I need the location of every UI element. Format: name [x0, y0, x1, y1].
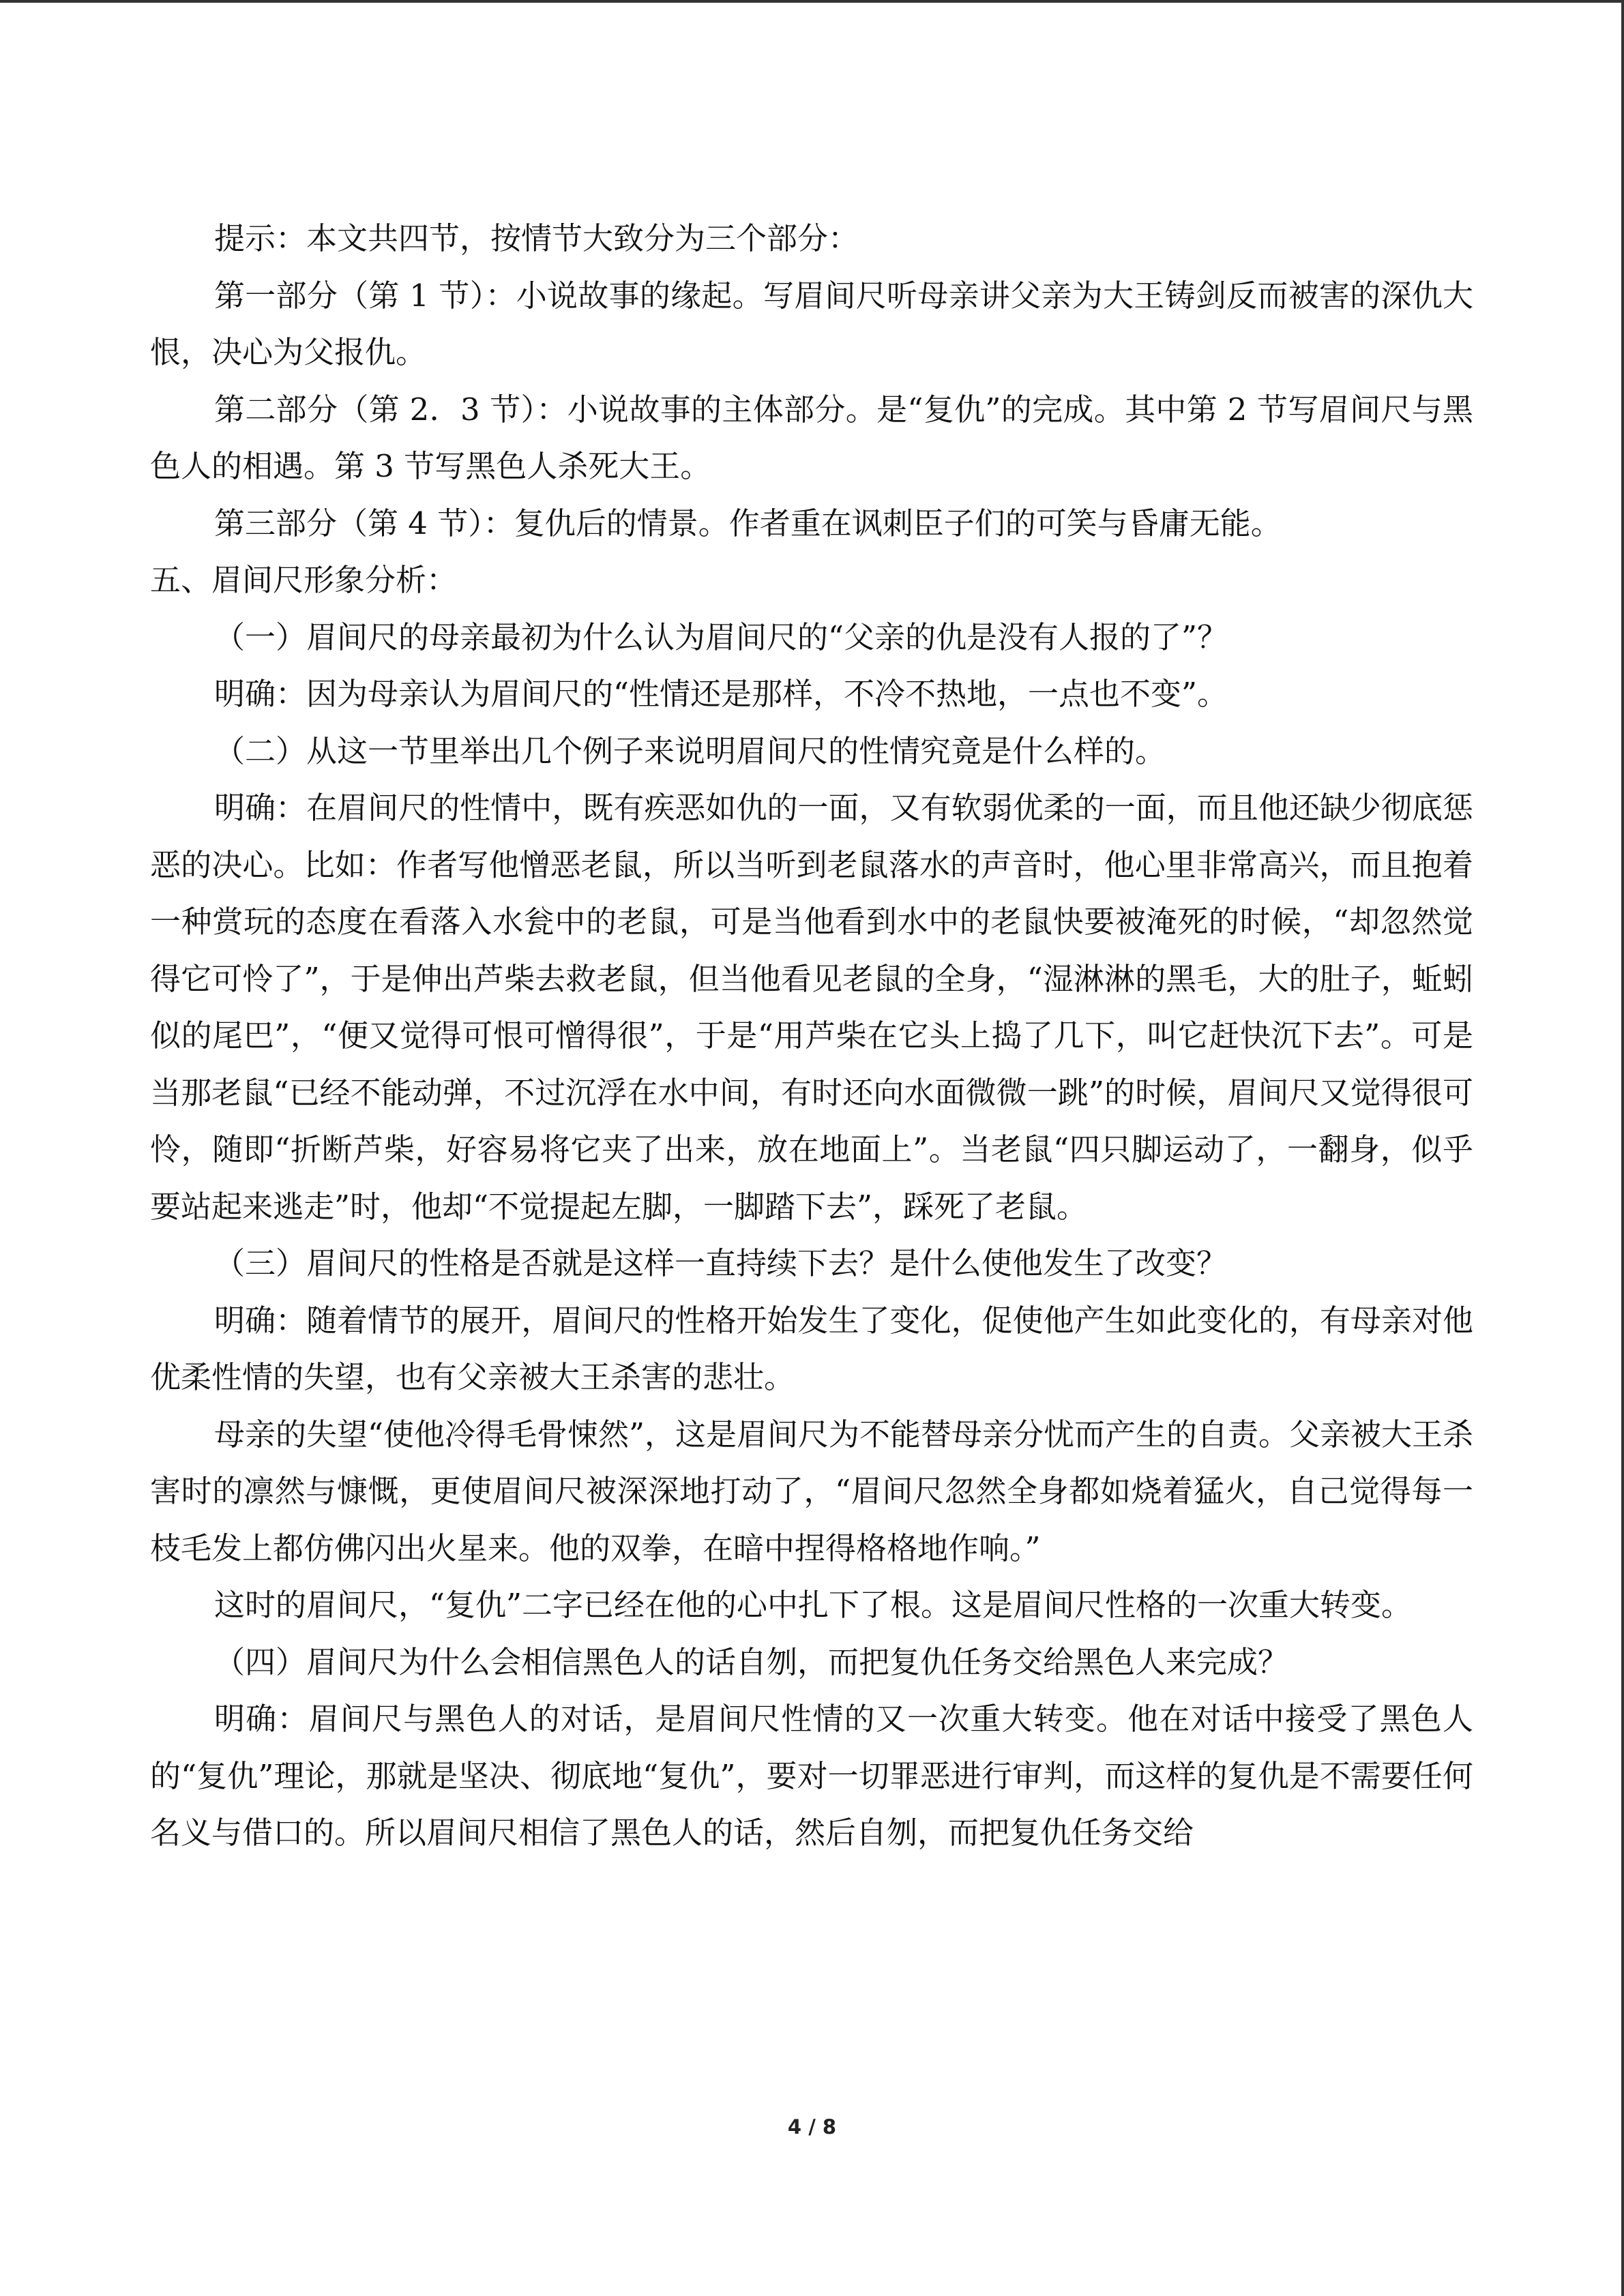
answer-four: 明确：眉间尺与黑色人的对话，是眉间尺性情的又一次重大转变。他在对话中接受了黑色人的“复仇”理论，那就是坚决、彻底地“复仇”，要对一切罪恶进行审判，而这样的复仇是不需要任何名义与借口的。所以眉间尺相信了黑色人的话，然后自刎，而把复仇任务交给	[150, 1701, 1473, 1851]
answer-three: 明确：随着情节的展开，眉间尺的性格开始发生了变化，促使他产生如此变化的，有母亲对他优柔性情的失望，也有父亲被大王杀害的悲壮。	[150, 1302, 1473, 1395]
question-one: （一）眉间尺的母亲最初为什么认为眉间尺的“父亲的仇是没有人报的了”？	[214, 618, 1228, 655]
section-heading: 五、眉间尺形象分析：	[150, 562, 458, 598]
question-four: （四）眉间尺为什么会相信黑色人的话自刎，而把复仇任务交给黑色人来完成？	[214, 1643, 1289, 1680]
question-two: （二）从这一节里举出几个例子来说明眉间尺的性情究竟是什么样的。	[214, 732, 1166, 769]
question-three: （三）眉间尺的性格是否就是这样一直持续下去？是什么使他发生了改变？	[214, 1245, 1228, 1281]
document-body	[150, 210, 1473, 1862]
answer-one: 明确：因为母亲认为眉间尺的“性情还是那样，不冷不热地，一点也不变”。	[214, 676, 1228, 712]
answer-three-conclusion: 这时的眉间尺，“复仇”二字已经在他的心中扎下了根。这是眉间尺性格的一次重大转变。	[214, 1587, 1413, 1623]
page-number: 4 / 8	[787, 2115, 837, 2138]
paragraph-part-one: 第一部分（第 1 节）：小说故事的缘起。写眉间尺听母亲讲父亲为大王铸剑反而被害的深仇大恨，决心为父报仇。	[150, 277, 1473, 370]
paragraph-part-three: 第三部分（第 4 节）：复仇后的情景。作者重在讽刺臣子们的可笑与昏庸无能。	[214, 505, 1282, 541]
paragraph-hint: 提示：本文共四节，按情节大致分为三个部分：	[214, 220, 859, 256]
paragraph-part-two: 第二部分（第 2．3 节）：小说故事的主体部分。是“复仇”的完成。其中第 2 节写眉间尺与黑色人的相遇。第 3 节写黑色人杀死大王。	[150, 391, 1473, 484]
answer-two: 明确：在眉间尺的性情中，既有疾恶如仇的一面，又有软弱优柔的一面，而且他还缺少彻底惩恶的决心。比如：作者写他憎恶老鼠，所以当听到老鼠落水的声音时，他心里非常高兴，而且抱着一种赏玩的态度在看落入水瓮中的老鼠，可是当他看到水中的老鼠快要被淹死的时候，“却忽然觉得它可怜了”，于是伸出芦柴去救老鼠，但当他看见老鼠的全身，“湿淋淋的黑毛，大的肚子，蚯蚓似的尾巴”，“便又觉得可恨可憎得很”，于是“用芦柴在它头上捣了几下，叫它赶快沉下去”。可是当那老鼠“已经不能动弹，不过沉浮在水中间，有时还向水面微微一跳”的时候，眉间尺又觉得很可怜，随即“折断芦柴，好容易将它夹了出来，放在地面上”。当老鼠“四只脚运动了，一翻身，似乎要站起来逃走”时，他却“不觉提起左脚，一脚踏下去”，踩死了老鼠。	[150, 790, 1473, 1225]
answer-three-continued: 母亲的失望“使他冷得毛骨悚然”，这是眉间尺为不能替母亲分忧而产生的自责。父亲被大王杀害时的凛然与慷慨，更使眉间尺被深深地打动了，“眉间尺忽然全身都如烧着猛火，自己觉得每一枝毛发上都仿佛闪出火星来。他的双拳，在暗中捏得格格地作响。”	[150, 1416, 1474, 1566]
